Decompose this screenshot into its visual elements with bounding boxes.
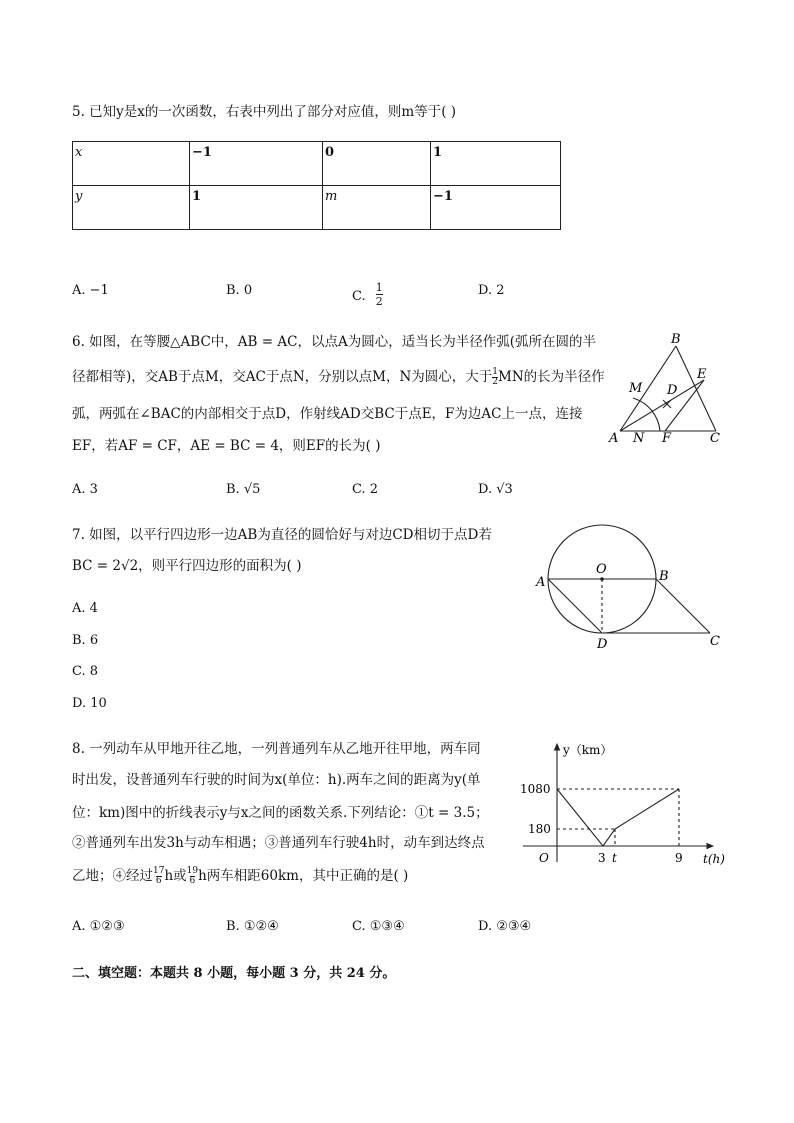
q5-option-b[interactable]: B. 0: [226, 283, 253, 298]
q7-option-a[interactable]: A. 4: [72, 601, 98, 616]
label-o: O: [596, 562, 607, 577]
fraction-denominator: 6: [155, 876, 162, 886]
label-c: C: [710, 634, 720, 649]
q7-parallelogram-figure: [530, 520, 730, 655]
fraction-numerator: 1: [492, 367, 499, 377]
label-a: A: [609, 431, 619, 446]
q8-line-5: [72, 866, 408, 886]
label-a: A: [536, 575, 546, 590]
table-cell: −1: [431, 186, 561, 230]
fraction-numerator: 1: [375, 281, 383, 294]
y-axis-label: y（km）: [563, 743, 613, 757]
q8-line-3: 位：km)图中的折线表示y与x之间的函数关系.下列结论：①t = 3.5；: [72, 805, 489, 821]
q6-option-b[interactable]: B. √5: [226, 482, 261, 497]
table-cell: m: [323, 186, 431, 230]
q6-line-2-b: MN的长为半径作: [498, 369, 605, 385]
q8-option-b[interactable]: B. ①②④: [226, 919, 279, 934]
q6-option-a[interactable]: A. 3: [72, 482, 98, 497]
q8-line-4: ②普通列车出发3h与动车相遇；③普通列车行驶4h时，动车到达终点: [72, 835, 485, 851]
q5-value-table: [72, 141, 561, 230]
q8-option-d[interactable]: D. ②③④: [478, 919, 532, 934]
q7-option-b[interactable]: B. 6: [72, 633, 99, 648]
q8-option-c[interactable]: C. ①③④: [352, 919, 405, 934]
y-tick-1080: 1080: [520, 782, 551, 796]
x-tick-t: t: [612, 851, 617, 865]
x-tick-9: 9: [675, 851, 683, 865]
section-2-heading: 二、填空题：本题共 8 小题，每小题 3 分，共 24 分。: [72, 966, 396, 981]
label-d: D: [667, 383, 678, 398]
table-cell: 0: [323, 142, 431, 186]
q6-line-2: [72, 367, 605, 387]
q8-line-5-b: h或: [164, 868, 187, 884]
q6-option-d[interactable]: D. √3: [478, 482, 513, 497]
q5-stem: 5. 已知y是x的一次函数，右表中列出了部分对应值，则m等于( ): [72, 104, 457, 120]
origin-label: O: [539, 851, 549, 865]
fraction-denominator: 2: [492, 377, 499, 387]
q5-option-c-label: C.: [352, 289, 366, 304]
q8-fraction-19-6: [187, 867, 198, 886]
q8-line-2: 时出发，设普通列车行驶的时间为x(单位：h).两车之间的距离为y(单: [72, 772, 481, 788]
q8-line-5-a: 乙地；④经过: [72, 868, 153, 884]
q6-triangle-figure: [600, 328, 740, 448]
q6-line-2-a: 径都相等)，交AB于点M，交AC于点N，分别以点M，N为圆心，大于: [72, 369, 493, 385]
q8-fraction-17-6: [153, 867, 164, 886]
q5-option-d[interactable]: D. 2: [478, 283, 505, 298]
table-cell: −1: [190, 142, 323, 186]
q6-line-1: 6. 如图，在等腰△ABC中，AB = AC，以点A为圆心，适当长为半径作弧(弧所在圆的半: [72, 334, 596, 350]
label-n: N: [633, 431, 645, 446]
table-cell: y: [73, 186, 190, 230]
label-c: C: [710, 431, 720, 446]
x-axis-label: t(h): [703, 852, 725, 866]
table-cell: 1: [190, 186, 323, 230]
q5-option-c[interactable]: [352, 283, 383, 310]
q7-line-1: 7. 如图，以平行四边形一边AB为直径的圆恰好与对边CD相切于点D若: [72, 527, 492, 543]
y-tick-180: 180: [528, 822, 551, 836]
label-f: F: [662, 431, 672, 446]
q7-option-d[interactable]: D. 10: [72, 696, 107, 711]
label-b: B: [659, 569, 669, 584]
q5-option-c-fraction: [376, 281, 383, 308]
q5-option-a[interactable]: A. −1: [72, 283, 109, 298]
label-e: E: [697, 367, 707, 382]
label-m: M: [629, 381, 643, 396]
fraction-denominator: 2: [375, 295, 383, 308]
q8-line-5-c: h两车相距60km，其中正确的是( ): [198, 868, 409, 884]
q7-line-2: BC = 2√2，则平行四边形的面积为( ): [72, 558, 302, 574]
label-b: B: [671, 332, 681, 347]
q8-option-a[interactable]: A. ①②③: [72, 919, 125, 934]
q8-distance-graph: [515, 738, 730, 868]
q6-line-4: EF，若AF = CF，AE = BC = 4，则EF的长为( ): [72, 438, 381, 454]
fraction-numerator: 19: [186, 866, 199, 876]
q7-option-c[interactable]: C. 8: [72, 664, 99, 679]
x-tick-3: 3: [598, 851, 606, 865]
label-d: D: [597, 637, 608, 652]
fraction-denominator: 6: [189, 876, 196, 886]
table-cell: 1: [431, 142, 561, 186]
q6-option-c[interactable]: C. 2: [352, 482, 379, 497]
fraction-numerator: 17: [153, 866, 165, 876]
q6-line-3: 弧，两弧在∠BAC的内部相交于点D，作射线AD交BC于点E，F为边AC上一点，连接: [72, 406, 583, 422]
q8-line-1: 8. 一列动车从甲地开往乙地，一列普通列车从乙地开往甲地，两车同: [72, 741, 481, 757]
table-cell: x: [73, 142, 190, 186]
